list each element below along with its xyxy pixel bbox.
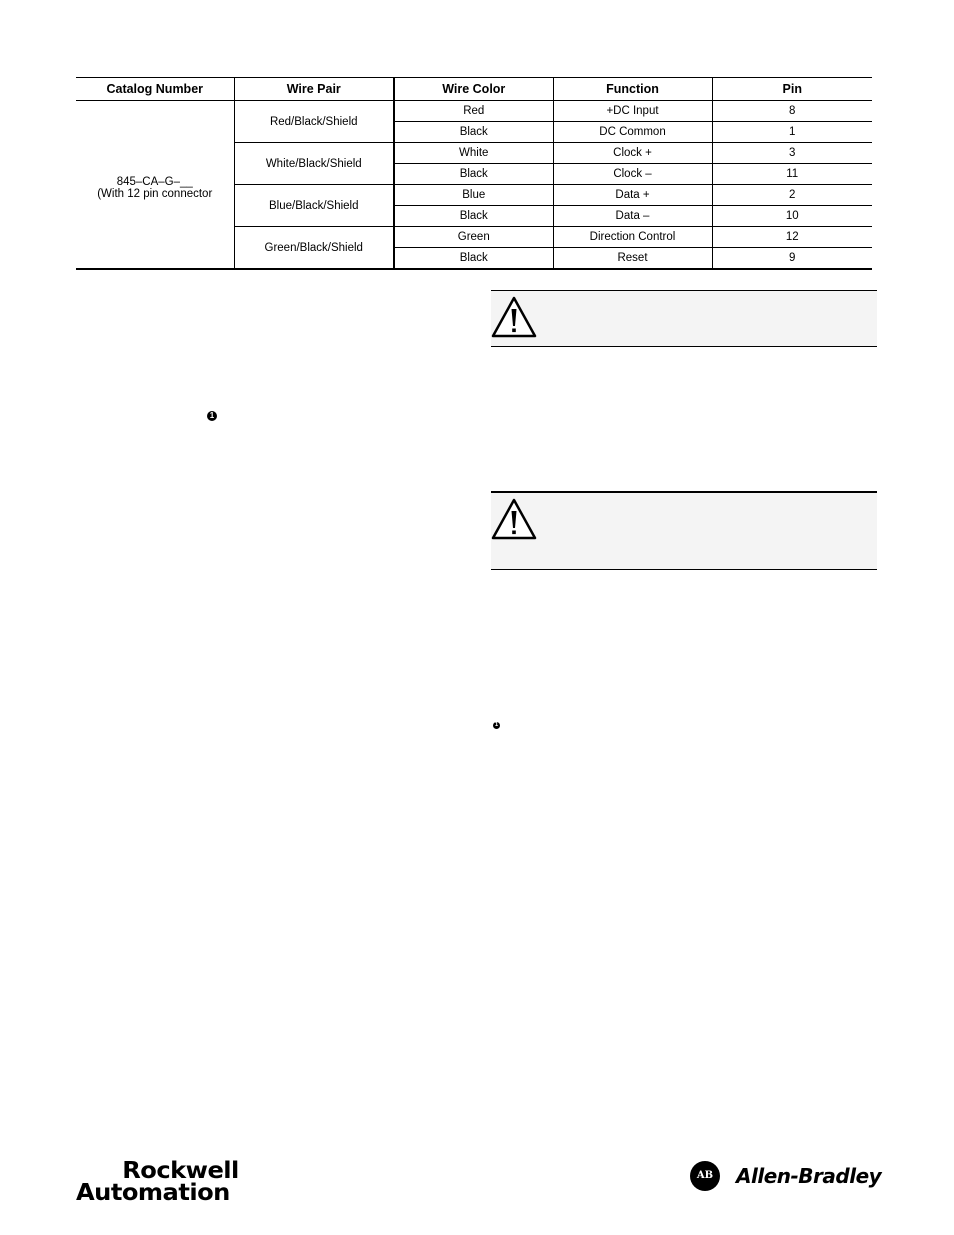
- pin-cell: 10: [712, 206, 872, 227]
- pin-cell: 3: [712, 143, 872, 164]
- header-catalog-number: Catalog Number: [76, 78, 234, 101]
- footnote-marker: 1: [494, 722, 499, 728]
- pin-cell: 1: [712, 122, 872, 143]
- rockwell-automation-logo: [76, 1160, 239, 1204]
- wiring-table: [76, 77, 872, 270]
- table-row: [76, 101, 872, 122]
- header-wire-color: Wire Color: [394, 78, 553, 101]
- wire-color-cell: White: [394, 143, 553, 164]
- pin-cell: 8: [712, 101, 872, 122]
- logo-line-1: Rockwell: [122, 1158, 239, 1184]
- wire-color-cell: Red: [394, 101, 553, 122]
- wire-color-cell: Black: [394, 248, 553, 270]
- ab-badge-icon: AB: [690, 1161, 720, 1191]
- wire-pair-cell: White/Black/Shield: [234, 143, 394, 185]
- pin-cell: 11: [712, 164, 872, 185]
- logo-line-2: Automation: [76, 1180, 230, 1206]
- table-header-row: [76, 78, 872, 101]
- header-pin: Pin: [712, 78, 872, 101]
- function-cell: Direction Control: [553, 227, 712, 248]
- wire-color-cell: Black: [394, 122, 553, 143]
- warning-triangle-icon: [491, 496, 537, 542]
- pin-cell: 2: [712, 185, 872, 206]
- wire-pair-cell: Red/Black/Shield: [234, 101, 394, 143]
- pin-cell: 12: [712, 227, 872, 248]
- warning-box: [491, 491, 877, 570]
- catalog-number-cell: [76, 101, 234, 270]
- footnote-marker: 1: [207, 411, 217, 421]
- allen-bradley-wordmark: Allen-Bradley: [736, 1164, 882, 1188]
- function-cell: +DC Input: [553, 101, 712, 122]
- wire-color-cell: Blue: [394, 185, 553, 206]
- header-wire-pair: Wire Pair: [234, 78, 394, 101]
- function-cell: Data +: [553, 185, 712, 206]
- wire-color-cell: Green: [394, 227, 553, 248]
- warning-triangle-icon: [491, 294, 537, 340]
- function-cell: Clock +: [553, 143, 712, 164]
- header-function: Function: [553, 78, 712, 101]
- function-cell: Clock –: [553, 164, 712, 185]
- pin-cell: 9: [712, 248, 872, 270]
- function-cell: Data –: [553, 206, 712, 227]
- wire-color-cell: Black: [394, 206, 553, 227]
- allen-bradley-logo: [690, 1160, 880, 1194]
- catalog-note: (With 12 pin connector: [97, 187, 213, 200]
- wire-pair-cell: Green/Black/Shield: [234, 227, 394, 270]
- warning-box: [491, 290, 877, 347]
- wire-pair-cell: Blue/Black/Shield: [234, 185, 394, 227]
- function-cell: Reset: [553, 248, 712, 270]
- catalog-number: 845–CA–G–__: [116, 175, 193, 188]
- wire-color-cell: Black: [394, 164, 553, 185]
- function-cell: DC Common: [553, 122, 712, 143]
